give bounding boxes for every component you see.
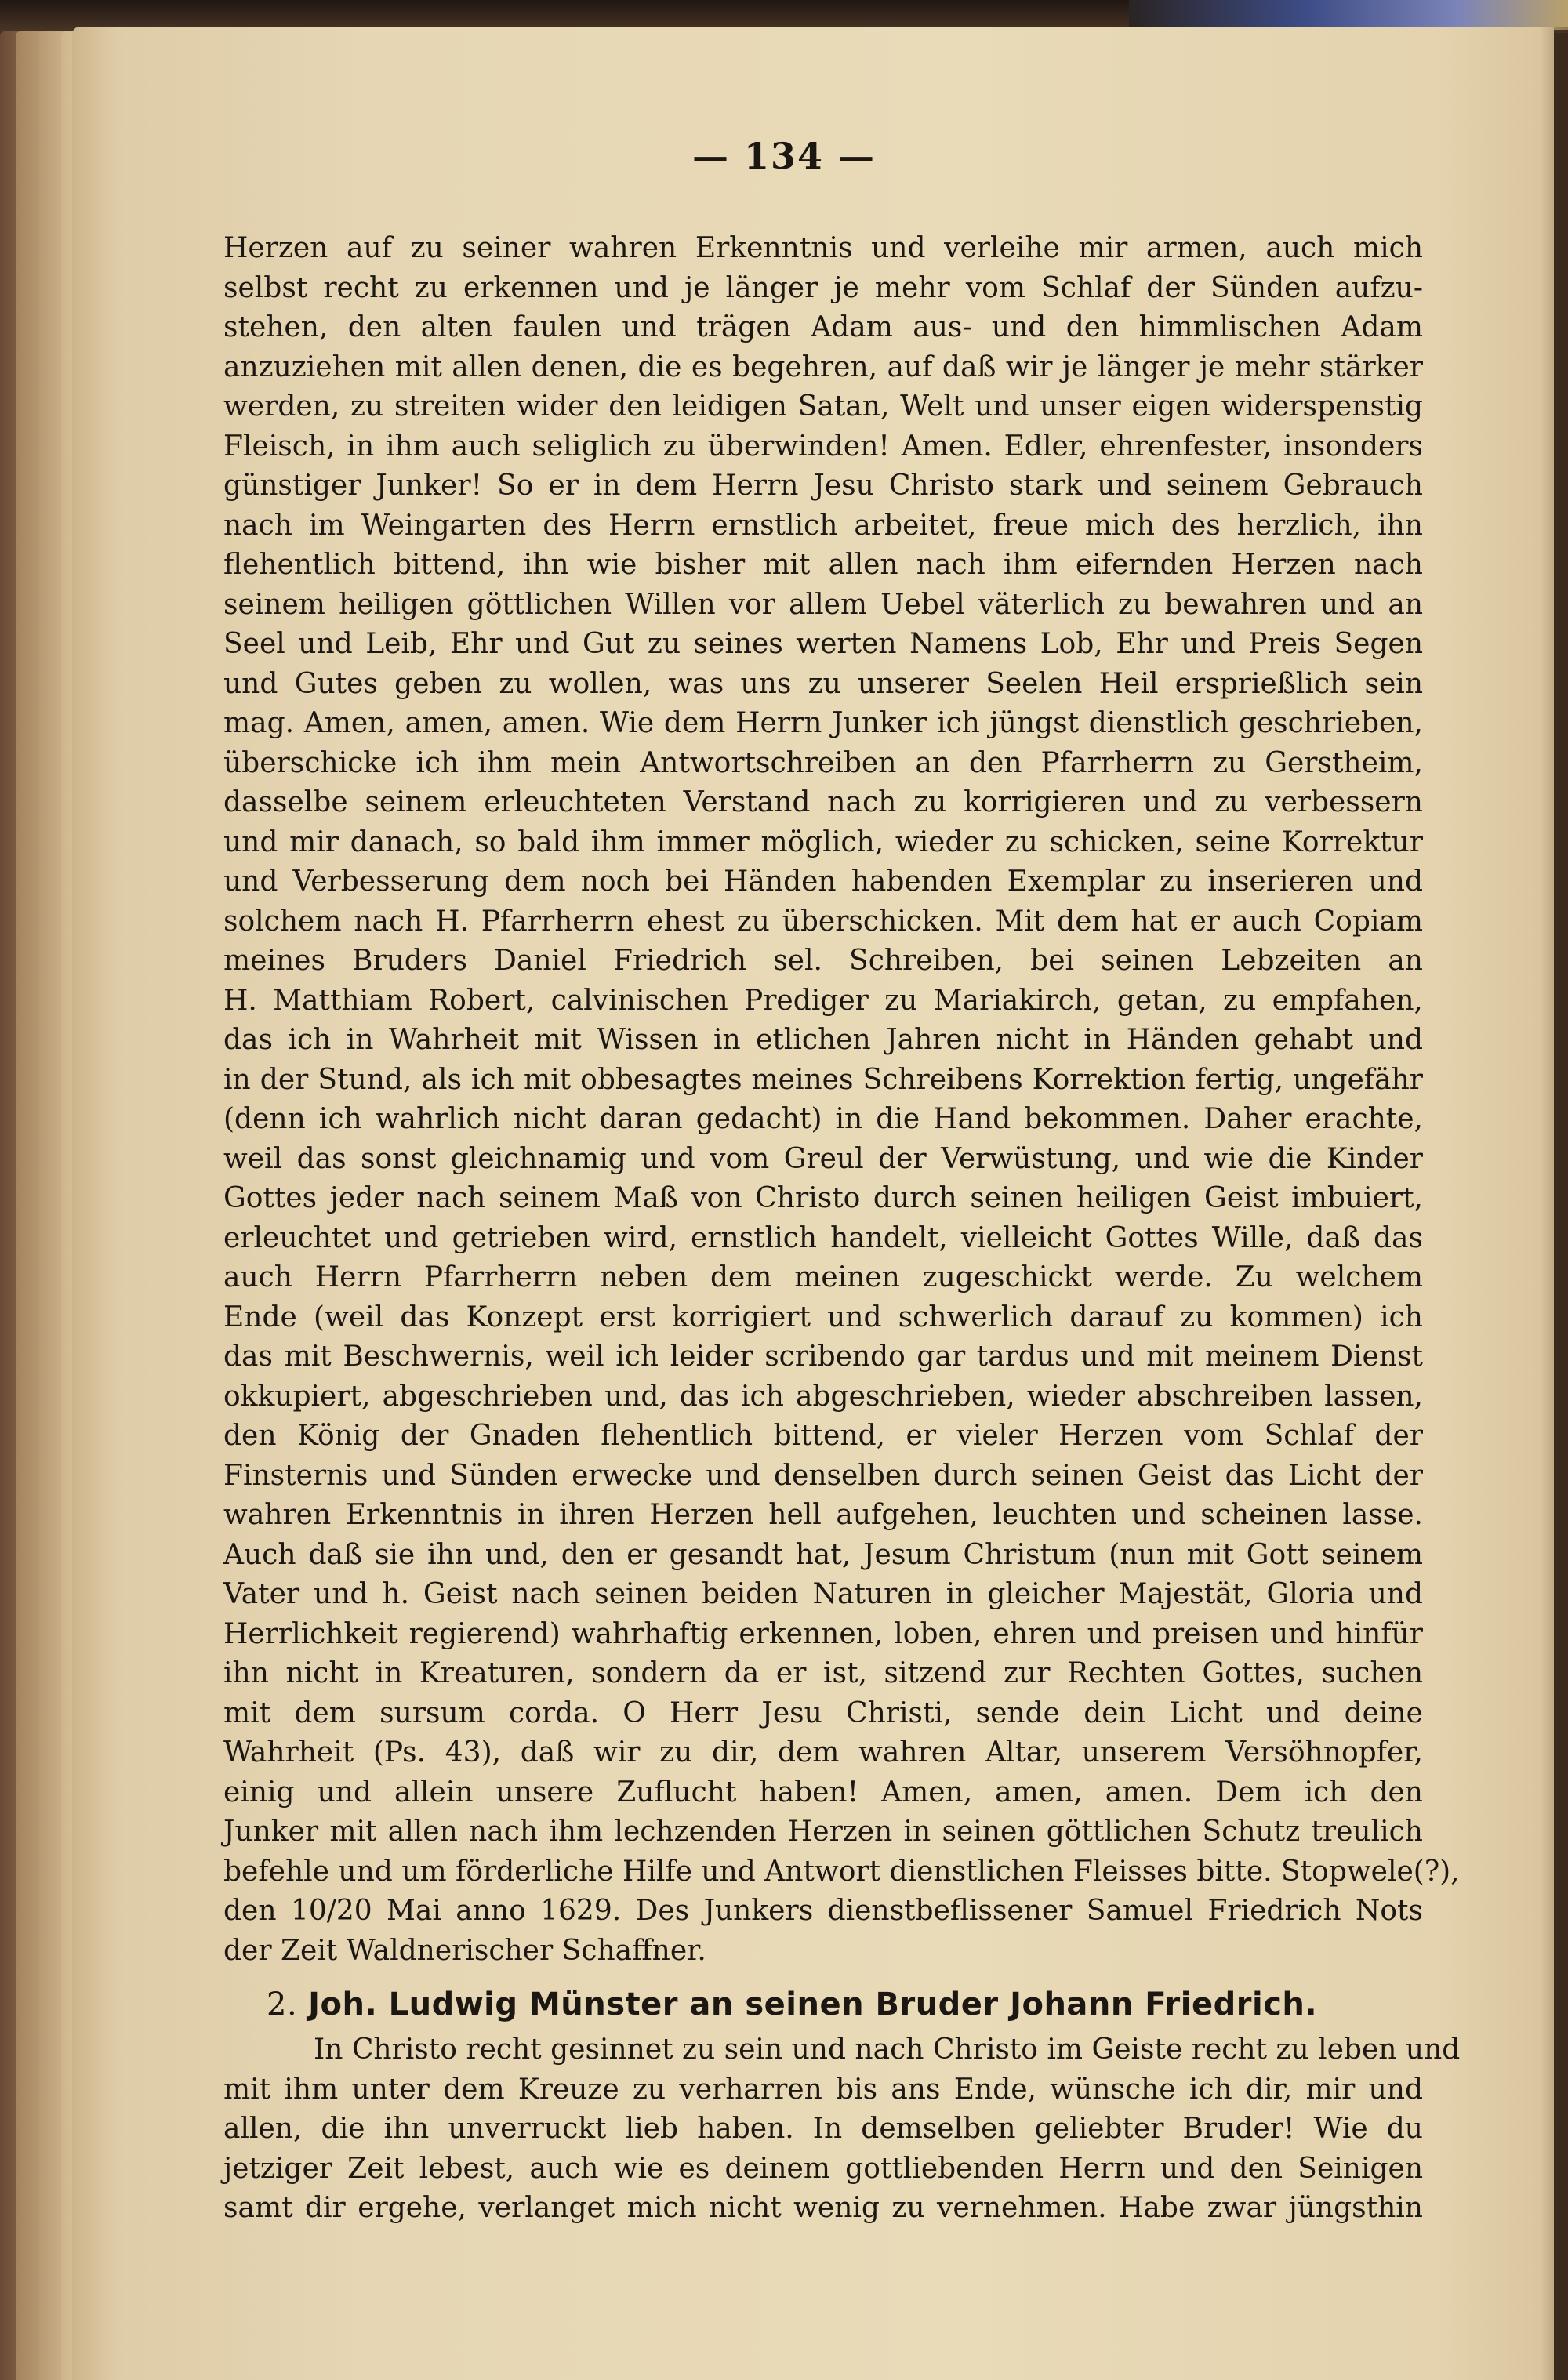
text-line: den 10/20 Mai anno 1629. Des Junkers dienstbeflissener Samuel Friedrich Nots bbox=[223, 1895, 1423, 1927]
text-line: günstiger Junker! So er in dem Herrn Jesu Christo stark und seinem Gebrauch bbox=[223, 470, 1423, 502]
text-line: anzuziehen mit allen denen, die es begehren, auf daß wir je länger je mehr stärker bbox=[223, 350, 1423, 383]
text-line: jetziger Zeit lebest, auch wie es deinem gottliebenden Herrn und den Seinigen bbox=[223, 2152, 1423, 2185]
text-line: Gottes jeder nach seinem Maß von Christo durch seinen heiligen Geist imbuiert, bbox=[223, 1182, 1423, 1214]
letter-1-paragraph bbox=[223, 229, 1460, 1971]
section-number: 2. bbox=[267, 1986, 298, 2023]
letter-2-paragraph bbox=[223, 2030, 1461, 2229]
text-line: den König der Gnaden flehentlich bittend, er vieler Herzen vom Schlaf der bbox=[223, 1420, 1423, 1452]
text-line: das mit Beschwernis, weil ich leider scribendo gar tardus und mit meinem Dienst bbox=[223, 1341, 1423, 1373]
text-line: Seel und Leib, Ehr und Gut zu seines werten Namens Lob, Ehr und Preis Segen bbox=[223, 628, 1423, 660]
text-line: wahren Erkenntnis in ihren Herzen hell aufgehen, leuchten und scheinen lasse. bbox=[223, 1499, 1423, 1531]
text-line: okkupiert, abgeschrieben und, das ich abgeschrieben, wieder abschreiben lassen, bbox=[223, 1380, 1423, 1413]
text-line: selbst recht zu erkennen und je länger je mehr vom Schlaf der Sünden aufzu- bbox=[223, 271, 1423, 304]
text-line: mag. Amen, amen, amen. Wie dem Herrn Junker ich jüngst dienstlich geschrieben, bbox=[223, 707, 1423, 739]
text-line: flehentlich bittend, ihn wie bisher mit allen nach ihm eifernden Herzen nach bbox=[223, 549, 1423, 581]
text-line: seinem heiligen göttlichen Willen vor allem Uebel väterlich zu bewahren und an bbox=[223, 588, 1423, 621]
text-line: meines Bruders Daniel Friedrich sel. Schreiben, bei seinen Lebzeiten an bbox=[223, 945, 1423, 977]
text-line: samt dir ergehe, verlanget mich nicht wenig zu vernehmen. Habe zwar jüngsthin bbox=[223, 2192, 1423, 2224]
text-line: dasselbe seinem erleuchteten Verstand nach zu korrigieren und zu verbessern bbox=[223, 786, 1423, 818]
text-line: erleuchtet und getrieben wird, ernstlich handelt, vielleicht Gottes Wille, daß das bbox=[223, 1221, 1423, 1254]
text-line: und Verbesserung dem noch bei Händen habenden Exemplar zu inserieren und bbox=[223, 865, 1423, 898]
text-line: überschicke ich ihm mein Antwortschreiben an den Pfarrherrn zu Gerstheim, bbox=[223, 746, 1423, 779]
text-line: und Gutes geben zu wollen, was uns zu unserer Seelen Heil ersprießlich sein bbox=[223, 667, 1423, 700]
text-line: der Zeit Waldnerischer Schaffner. bbox=[223, 1934, 706, 1967]
text-line: mit dem sursum corda. O Herr Jesu Christi, sende dein Licht und deine bbox=[223, 1696, 1423, 1729]
section-title: Joh. Ludwig Münster an seinen Bruder Johann Friedrich. bbox=[308, 1986, 1318, 2023]
text-line: Vater und h. Geist nach seinen beiden Naturen in gleicher Majestät, Gloria und bbox=[223, 1578, 1423, 1610]
text-line: mit ihm unter dem Kreuze zu verharren bis ans Ende, wünsche ich dir, mir und bbox=[223, 2073, 1423, 2106]
text-line: befehle und um förderliche Hilfe und Antwort dienstlichen Fleisses bitte. Stopwele(?), bbox=[223, 1855, 1460, 1888]
text-line: In Christo recht gesinnet zu sein und nach Christo im Geiste recht zu leben und bbox=[314, 2034, 1461, 2066]
text-line: Finsternis und Sünden erwecke und denselben durch seinen Geist das Licht der bbox=[223, 1459, 1423, 1492]
text-line: einig und allein unsere Zuflucht haben! Amen, amen, amen. Dem ich den bbox=[223, 1776, 1423, 1809]
page-body bbox=[223, 229, 1461, 2229]
text-line: das ich in Wahrheit mit Wissen in etlichen Jahren nicht in Händen gehabt und bbox=[223, 1024, 1423, 1056]
page-number: — 134 — bbox=[691, 135, 877, 177]
text-line: nach im Weingarten des Herrn ernstlich arbeitet, freue mich des herzlich, ihn bbox=[223, 509, 1423, 542]
text-line: (denn ich wahrlich nicht daran gedacht) in die Hand bekommen. Daher erachte, bbox=[223, 1103, 1423, 1135]
text-line: Fleisch, in ihm auch seliglich zu überwinden! Amen. Edler, ehrenfester, insonders bbox=[223, 430, 1423, 463]
text-line: werden, zu streiten wider den leidigen Satan, Welt und unser eigen widerspenstig bbox=[223, 390, 1423, 423]
text-line: ihn nicht in Kreaturen, sondern da er ist, sitzend zur Rechten Gottes, suchen bbox=[223, 1657, 1423, 1689]
text-line: Herrlichkeit regierend) wahrhaftig erkennen, loben, ehren und preisen und hinfür bbox=[223, 1617, 1423, 1650]
text-line: Wahrheit (Ps. 43), daß wir zu dir, dem wahren Altar, unserem Versöhnopfer, bbox=[223, 1736, 1423, 1769]
text-line: Auch daß sie ihn und, den er gesandt hat, Jesum Christum (nun mit Gott seinem bbox=[223, 1538, 1423, 1571]
page-gutter-shadow bbox=[1540, 27, 1568, 2380]
text-line: Ende (weil das Konzept erst korrigiert und schwerlich darauf zu kommen) ich bbox=[223, 1301, 1423, 1333]
text-line: weil das sonst gleichnamig und vom Greul der Verwüstung, und wie die Kinder bbox=[223, 1142, 1423, 1175]
text-line: Junker mit allen nach ihm lechzenden Herzen in seinen göttlichen Schutz treulich bbox=[223, 1816, 1423, 1848]
text-line: H. Matthiam Robert, calvinischen Prediger zu Mariakirch, getan, zu empfahen, bbox=[223, 984, 1423, 1017]
text-line: in der Stund, als ich mit obbesagtes meines Schreibens Korrektion fertig, ungefähr bbox=[223, 1063, 1423, 1096]
text-line: allen, die ihn unverruckt lieb haben. In demselben geliebter Bruder! Wie du bbox=[223, 2113, 1423, 2145]
text-line: auch Herrn Pfarrherrn neben dem meinen zugeschickt werde. Zu welchem bbox=[223, 1261, 1423, 1293]
text-line: stehen, den alten faulen und trägen Adam aus- und den himmlischen Adam bbox=[223, 311, 1423, 343]
text-line: Herzen auf zu seiner wahren Erkenntnis und verleihe mir armen, auch mich bbox=[223, 232, 1423, 264]
text-line: solchem nach H. Pfarrherrn ehest zu überschicken. Mit dem hat er auch Copiam bbox=[223, 905, 1423, 938]
text-line: und mir danach, so bald ihm immer möglich, wieder zu schicken, seine Korrektur bbox=[223, 825, 1423, 858]
section-heading bbox=[223, 1980, 1423, 2029]
book-spine-strip bbox=[1129, 0, 1568, 30]
